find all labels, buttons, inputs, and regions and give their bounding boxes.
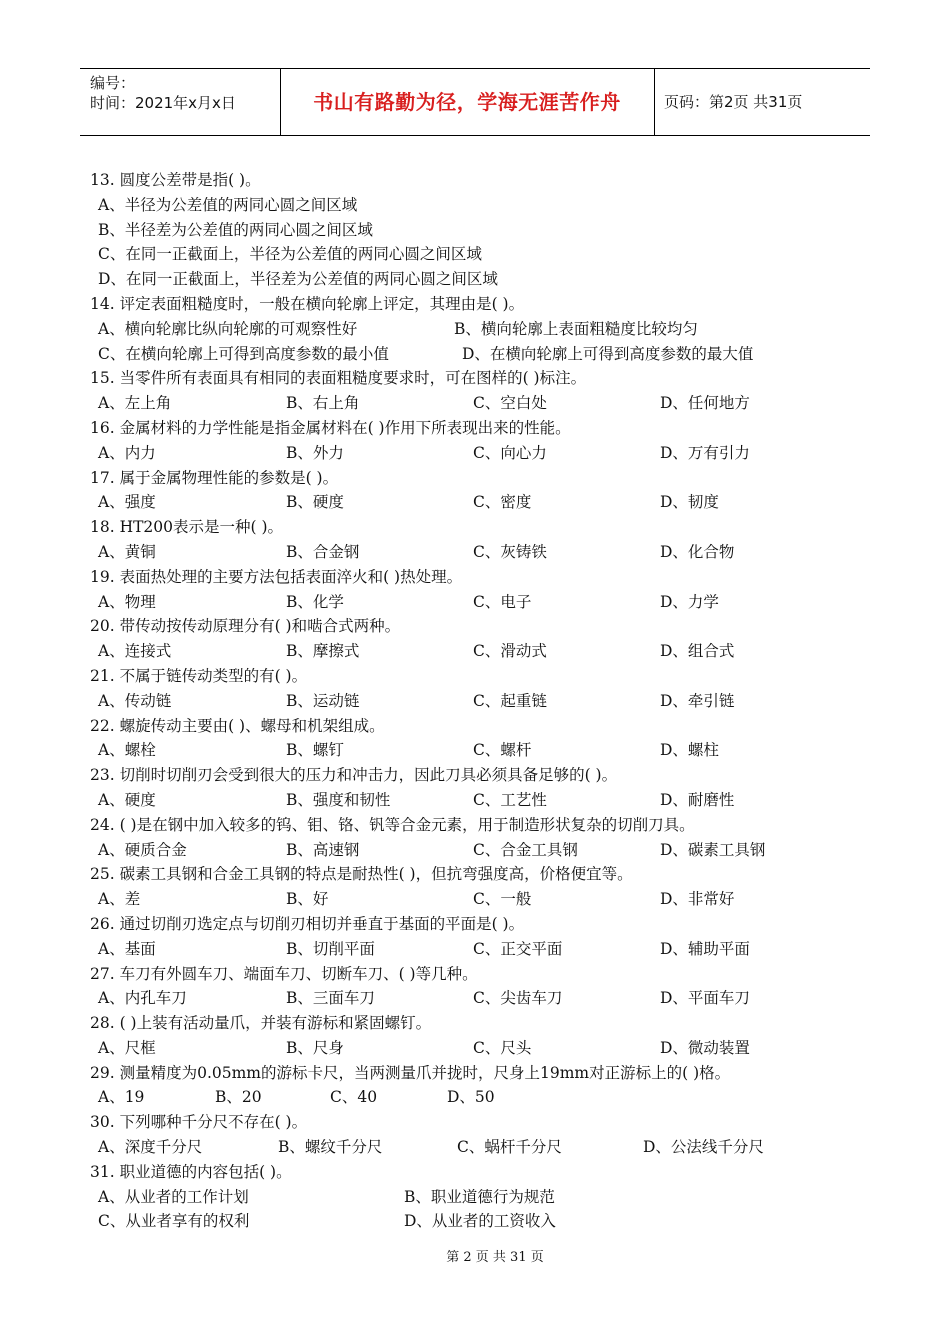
answer-option: D、任何地方 — [660, 394, 750, 413]
header-left-cell — [90, 73, 236, 113]
header-page-info: 页码：第2页 共31页 — [664, 93, 803, 111]
document-time-label: 时间：2021年x月x日 — [90, 94, 236, 112]
question-text: 14. 评定表面粗糙度时，一般在横向轮廓上评定，其理由是( )。 — [90, 294, 525, 313]
question-text: 21. 不属于链传动类型的有( )。 — [90, 666, 308, 685]
answer-option: D、万有引力 — [660, 443, 750, 462]
answer-option: A、硬质合金 — [98, 840, 187, 859]
question-text: 19. 表面热处理的主要方法包括表面淬火和( )热处理。 — [90, 567, 463, 586]
question-text: 18. HT200表示是一种( )。 — [90, 518, 284, 537]
answer-option: A、从业者的工作计划 — [98, 1187, 249, 1206]
answer-option: B、三面车刀 — [286, 989, 375, 1008]
answer-option: B、运动链 — [286, 691, 360, 710]
answer-option: C、蜗杆千分尺 — [457, 1138, 562, 1157]
answer-option: A、横向轮廓比纵向轮廓的可观察性好 — [98, 319, 358, 338]
answer-option: C、尖齿车刀 — [473, 989, 563, 1008]
answer-options-row — [90, 1185, 870, 1210]
question-text: 28. ( )上装有活动量爪，并装有游标和紧固螺钉。 — [90, 1014, 432, 1033]
answer-options-row — [90, 887, 870, 912]
answer-option: A、传动链 — [98, 691, 172, 710]
question-stem — [90, 168, 870, 193]
answer-option: D、螺柱 — [660, 741, 719, 760]
question-stem — [90, 515, 870, 540]
answer-option: B、硬度 — [286, 493, 344, 512]
page-footer: 第 2 页 共 31 页 — [446, 1250, 544, 1265]
answer-option: C、从业者享有的权利 — [98, 1212, 250, 1231]
answer-option: A、物理 — [98, 592, 156, 611]
answer-options-row — [90, 1085, 870, 1110]
question-text: 29. 测量精度为0.05mm的游标卡尺，当两测量爪并拢时，尺身上19mm对正游标上的( )格。 — [90, 1063, 731, 1082]
answer-option: B、合金钢 — [286, 542, 360, 561]
answer-option: A、内孔车刀 — [98, 989, 187, 1008]
question-text: 27. 车刀有外圆车刀、端面车刀、切断车刀、( )等几种。 — [90, 964, 478, 983]
answer-option: A、内力 — [98, 443, 156, 462]
answer-option: A、强度 — [98, 493, 156, 512]
answer-option: B、20 — [215, 1088, 262, 1107]
answer-options-row — [90, 738, 870, 763]
question-stem — [90, 366, 870, 391]
question-stem — [90, 466, 870, 491]
answer-option: A、左上角 — [98, 394, 172, 413]
answer-option: A、硬度 — [98, 790, 156, 809]
answer-option: D、辅助平面 — [660, 939, 750, 958]
question-text: 17. 属于金属物理性能的参数是( )。 — [90, 468, 339, 487]
answer-option: D、耐磨性 — [660, 790, 735, 809]
answer-option: A、基面 — [98, 939, 156, 958]
answer-option: B、螺钉 — [286, 741, 344, 760]
question-stem — [90, 1160, 870, 1185]
answer-option: B、螺纹千分尺 — [278, 1138, 383, 1157]
answer-option: D、在横向轮廓上可得到高度参数的最大值 — [462, 344, 754, 363]
answer-option: B、切削平面 — [286, 939, 375, 958]
question-stem — [90, 714, 870, 739]
answer-option: C、起重链 — [473, 691, 547, 710]
answer-option: D、力学 — [660, 592, 719, 611]
answer-option: D、非常好 — [660, 890, 735, 909]
question-stem — [90, 664, 870, 689]
question-stem — [90, 763, 870, 788]
answer-options-row — [90, 317, 870, 342]
answer-options-row — [90, 441, 870, 466]
answer-options-row — [90, 639, 870, 664]
answer-option: D、50 — [447, 1088, 495, 1107]
answer-option: B、化学 — [286, 592, 344, 611]
answer-option: C、螺杆 — [473, 741, 532, 760]
answer-option: D、化合物 — [660, 542, 735, 561]
question-stem — [90, 1110, 870, 1135]
answer-options-row — [90, 937, 870, 962]
question-text: 25. 碳素工具钢和合金工具钢的特点是耐热性( )，但抗弯强度高，价格便宜等。 — [90, 865, 633, 884]
answer-option: B、好 — [286, 890, 329, 909]
question-text: 16. 金属材料的力学性能是指金属材料在( )作用下所表现出来的性能。 — [90, 418, 571, 437]
answer-option: C、向心力 — [473, 443, 547, 462]
answer-options-row — [90, 267, 870, 292]
answer-option: B、高速钢 — [286, 840, 360, 859]
answer-option: D、组合式 — [660, 642, 735, 661]
answer-option: A、半径为公差值的两同心圆之间区域 — [98, 195, 358, 214]
header-divider — [654, 68, 655, 136]
question-text: 13. 圆度公差带是指( )。 — [90, 171, 261, 189]
answer-option: C、40 — [330, 1088, 378, 1107]
question-text: 22. 螺旋传动主要由( )、螺母和机架组成。 — [90, 716, 385, 735]
answer-option: A、连接式 — [98, 642, 172, 661]
answer-option: B、右上角 — [286, 394, 360, 413]
answer-option: A、19 — [98, 1088, 145, 1107]
document-number-label: 编号： — [90, 74, 136, 92]
answer-option: C、合金工具钢 — [473, 840, 578, 859]
answer-option: C、尺头 — [473, 1038, 532, 1057]
question-stem — [90, 292, 870, 317]
answer-options-row — [90, 788, 870, 813]
answer-option: B、半径差为公差值的两同心圆之间区域 — [98, 220, 373, 239]
question-text: 30. 下列哪种千分尺不存在( )。 — [90, 1113, 308, 1132]
question-stem — [90, 1011, 870, 1036]
question-text: 15. 当零件所有表面具有相同的表面粗糙度要求时，可在图样的( )标注。 — [90, 369, 587, 388]
answer-option: D、在同一正截面上，半径差为公差值的两同心圆之间区域 — [98, 270, 498, 289]
answer-option: D、微动装置 — [660, 1038, 750, 1057]
answer-options-row — [90, 986, 870, 1011]
answer-option: D、从业者的工资收入 — [404, 1212, 556, 1231]
header-motto: 书山有路勤为径，学海无涯苦作舟 — [313, 90, 621, 114]
answer-options-row — [90, 590, 870, 615]
answer-option: B、职业道德行为规范 — [404, 1187, 555, 1206]
question-stem — [90, 962, 870, 987]
answer-option: C、一般 — [473, 890, 532, 909]
answer-option: C、空白处 — [473, 394, 547, 413]
answer-option: C、电子 — [473, 592, 532, 611]
answer-options-row — [90, 838, 870, 863]
answer-option: B、摩擦式 — [286, 642, 360, 661]
answer-option: A、黄铜 — [98, 542, 156, 561]
answer-option: C、在横向轮廓上可得到高度参数的最小值 — [98, 344, 389, 363]
answer-option: D、公法线千分尺 — [643, 1138, 764, 1157]
answer-option: B、强度和韧性 — [286, 790, 391, 809]
answer-option: C、灰铸铁 — [473, 542, 547, 561]
answer-options-row — [90, 540, 870, 565]
answer-options-row — [90, 218, 870, 243]
answer-option: B、外力 — [286, 443, 344, 462]
answer-option: D、韧度 — [660, 493, 719, 512]
answer-option: C、在同一正截面上，半径为公差值的两同心圆之间区域 — [98, 245, 482, 264]
question-list — [90, 168, 870, 1234]
answer-option: C、滑动式 — [473, 642, 547, 661]
answer-options-row — [90, 689, 870, 714]
answer-option: A、螺栓 — [98, 741, 156, 760]
answer-options-row — [90, 1135, 870, 1160]
answer-option: C、密度 — [473, 493, 532, 512]
answer-option: C、正交平面 — [473, 939, 563, 958]
answer-options-row — [90, 1036, 870, 1061]
answer-options-row — [90, 242, 870, 267]
question-text: 23. 切削时切削刃会受到很大的压力和冲击力，因此刀具必须具备足够的( )。 — [90, 766, 618, 785]
answer-options-row — [90, 391, 870, 416]
answer-options-row — [90, 342, 870, 367]
answer-option: B、尺身 — [286, 1038, 344, 1057]
answer-options-row — [90, 1209, 870, 1234]
answer-option: D、碳素工具钢 — [660, 840, 766, 859]
question-stem — [90, 912, 870, 937]
answer-option: A、尺框 — [98, 1038, 156, 1057]
question-stem — [90, 565, 870, 590]
question-stem — [90, 1061, 870, 1086]
answer-option: D、牵引链 — [660, 691, 735, 710]
question-text: 31. 职业道德的内容包括( )。 — [90, 1162, 292, 1181]
question-text: 24. ( )是在钢中加入较多的钨、钼、铬、钒等合金元素，用于制造形状复杂的切削刀具。 — [90, 815, 695, 834]
answer-option: D、平面车刀 — [660, 989, 750, 1008]
answer-option: B、横向轮廓上表面粗糙度比较均匀 — [454, 319, 698, 338]
answer-option: C、工艺性 — [473, 790, 547, 809]
page-header — [80, 68, 870, 136]
question-stem — [90, 614, 870, 639]
question-stem — [90, 862, 870, 887]
question-stem — [90, 416, 870, 441]
question-text: 26. 通过切削刃选定点与切削刃相切并垂直于基面的平面是( )。 — [90, 914, 525, 933]
question-text: 20. 带传动按传动原理分有( )和啮合式两种。 — [90, 617, 401, 636]
answer-options-row — [90, 193, 870, 218]
answer-options-row — [90, 490, 870, 515]
question-stem — [90, 813, 870, 838]
answer-option: A、深度千分尺 — [98, 1138, 203, 1157]
answer-option: A、差 — [98, 890, 141, 909]
